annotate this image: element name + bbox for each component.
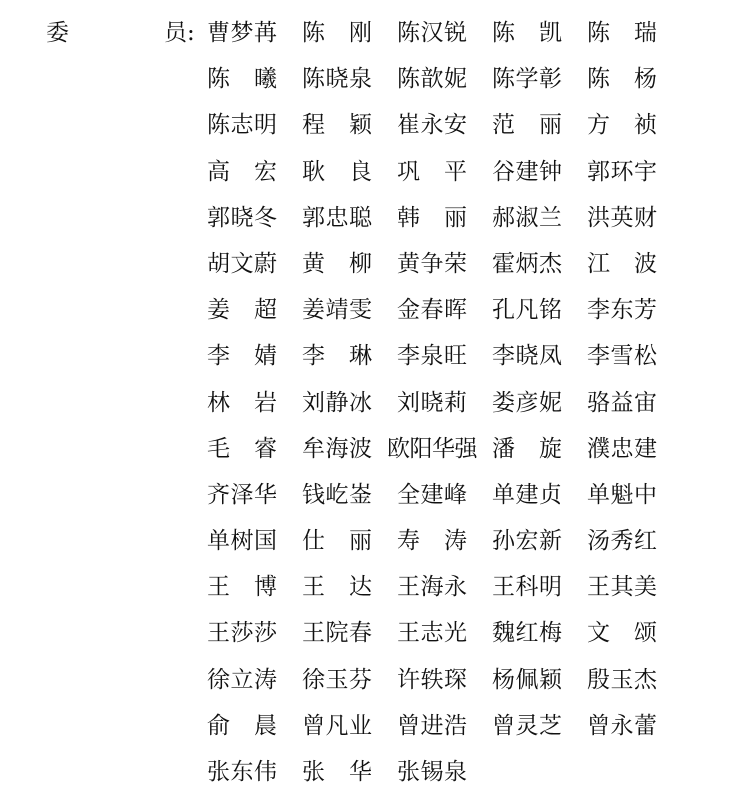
member-name: 齐 泽 华 [207, 481, 277, 508]
member-name: 李 雪 松 [587, 343, 657, 370]
member-name: 曾 进 浩 [397, 712, 467, 739]
member-name: 方 祯 [587, 112, 657, 139]
member-name: 王 院 春 [302, 620, 372, 647]
member-name: 程 颖 [302, 112, 372, 139]
member-name: 陈 刚 [302, 20, 372, 46]
member-name: 陈 汉 锐 [397, 20, 467, 46]
member-name: 黄 柳 [302, 250, 372, 277]
member-name: 陈 志 明 [207, 112, 277, 139]
committee-label-first-char: 委 [46, 20, 69, 46]
member-name: 许 轶 琛 [397, 666, 467, 693]
member-name: 崔 永 安 [397, 112, 467, 139]
member-name: 孔 凡 铭 [492, 297, 562, 324]
member-name: 陈 歆 妮 [397, 66, 467, 93]
member-name: 巩 平 [397, 158, 467, 185]
member-name: 张 华 [302, 759, 372, 785]
member-name: 胡 文 蔚 [207, 250, 277, 277]
member-name: 王 莎 莎 [207, 620, 277, 647]
member-name: 陈 曦 [207, 66, 277, 93]
member-name: 王 海 永 [397, 574, 467, 601]
member-name: 杨 佩 颖 [492, 666, 562, 693]
member-name: 陈 杨 [587, 66, 657, 93]
member-name: 徐 立 涛 [207, 666, 277, 693]
member-name: 谷 建 钟 [492, 158, 562, 185]
member-name: 耿 良 [302, 158, 372, 185]
member-name: 郭 忠 聪 [302, 204, 372, 231]
member-name: 李 晓 凤 [492, 343, 562, 370]
committee-label-second-char: 员: [164, 20, 195, 46]
member-name: 陈 晓 泉 [302, 66, 372, 93]
member-name: 曾 灵 芝 [492, 712, 562, 739]
member-name: 李 婧 [207, 343, 277, 370]
member-name: 陈 瑞 [587, 20, 657, 46]
member-name: 孙 宏 新 [492, 528, 562, 555]
member-name: 刘 晓 莉 [397, 389, 467, 416]
member-name: 单 魁 中 [587, 481, 657, 508]
member-name: 全 建 峰 [397, 481, 467, 508]
member-name: 骆 益 宙 [587, 389, 657, 416]
member-name: 单 建 贞 [492, 481, 562, 508]
member-name: 郭 环 宇 [587, 158, 657, 185]
member-name: 殷 玉 杰 [587, 666, 657, 693]
member-name: 林 岩 [207, 389, 277, 416]
member-name: 濮 忠 建 [587, 435, 657, 462]
member-name-grid [207, 18, 657, 787]
member-name: 王 志 光 [397, 620, 467, 647]
member-name: 徐 玉 芬 [302, 666, 372, 693]
member-name: 娄 彦 妮 [492, 389, 562, 416]
member-name: 寿 涛 [397, 528, 467, 555]
member-name: 韩 丽 [397, 204, 467, 231]
member-name: 曹 梦 苒 [207, 20, 277, 46]
member-name: 姜 超 [207, 297, 277, 324]
member-name: 陈 凯 [492, 20, 562, 46]
member-name: 俞 晨 [207, 712, 277, 739]
member-name: 霍 炳 杰 [492, 250, 562, 277]
member-name: 魏 红 梅 [492, 620, 562, 647]
member-name: 高 宏 [207, 158, 277, 185]
member-name: 江 波 [587, 250, 657, 277]
member-name: 欧 阳 华 强 [387, 435, 477, 462]
member-name: 李 琳 [302, 343, 372, 370]
member-name: 金 春 晖 [397, 297, 467, 324]
member-name: 郝 淑 兰 [492, 204, 562, 231]
member-name: 范 丽 [492, 112, 562, 139]
member-name: 张 东 伟 [207, 759, 277, 785]
member-name: 王 达 [302, 574, 372, 601]
member-name: 曾 永 蕾 [587, 712, 657, 739]
member-name: 姜 靖 雯 [302, 297, 372, 324]
member-name: 李 泉 旺 [397, 343, 467, 370]
member-name: 陈 学 彰 [492, 66, 562, 93]
member-name: 牟 海 波 [302, 435, 372, 462]
member-name: 刘 静 冰 [302, 389, 372, 416]
member-name: 李 东 芳 [587, 297, 657, 324]
member-name: 汤 秀 红 [587, 528, 657, 555]
member-name: 单 树 国 [207, 528, 277, 555]
member-name: 钱 屹 崟 [302, 481, 372, 508]
member-name: 曾 凡 业 [302, 712, 372, 739]
member-name: 张 锡 泉 [397, 759, 467, 785]
member-name: 文 颂 [587, 620, 657, 647]
member-name: 王 科 明 [492, 574, 562, 601]
member-name: 仕 丽 [302, 528, 372, 555]
member-name: 黄 争 荣 [397, 250, 467, 277]
member-name: 潘 旋 [492, 435, 562, 462]
member-name: 洪 英 财 [587, 204, 657, 231]
member-name: 郭 晓 冬 [207, 204, 277, 231]
member-name: 王 其 美 [587, 574, 657, 601]
member-name: 毛 睿 [207, 435, 277, 462]
member-name: 王 博 [207, 574, 277, 601]
